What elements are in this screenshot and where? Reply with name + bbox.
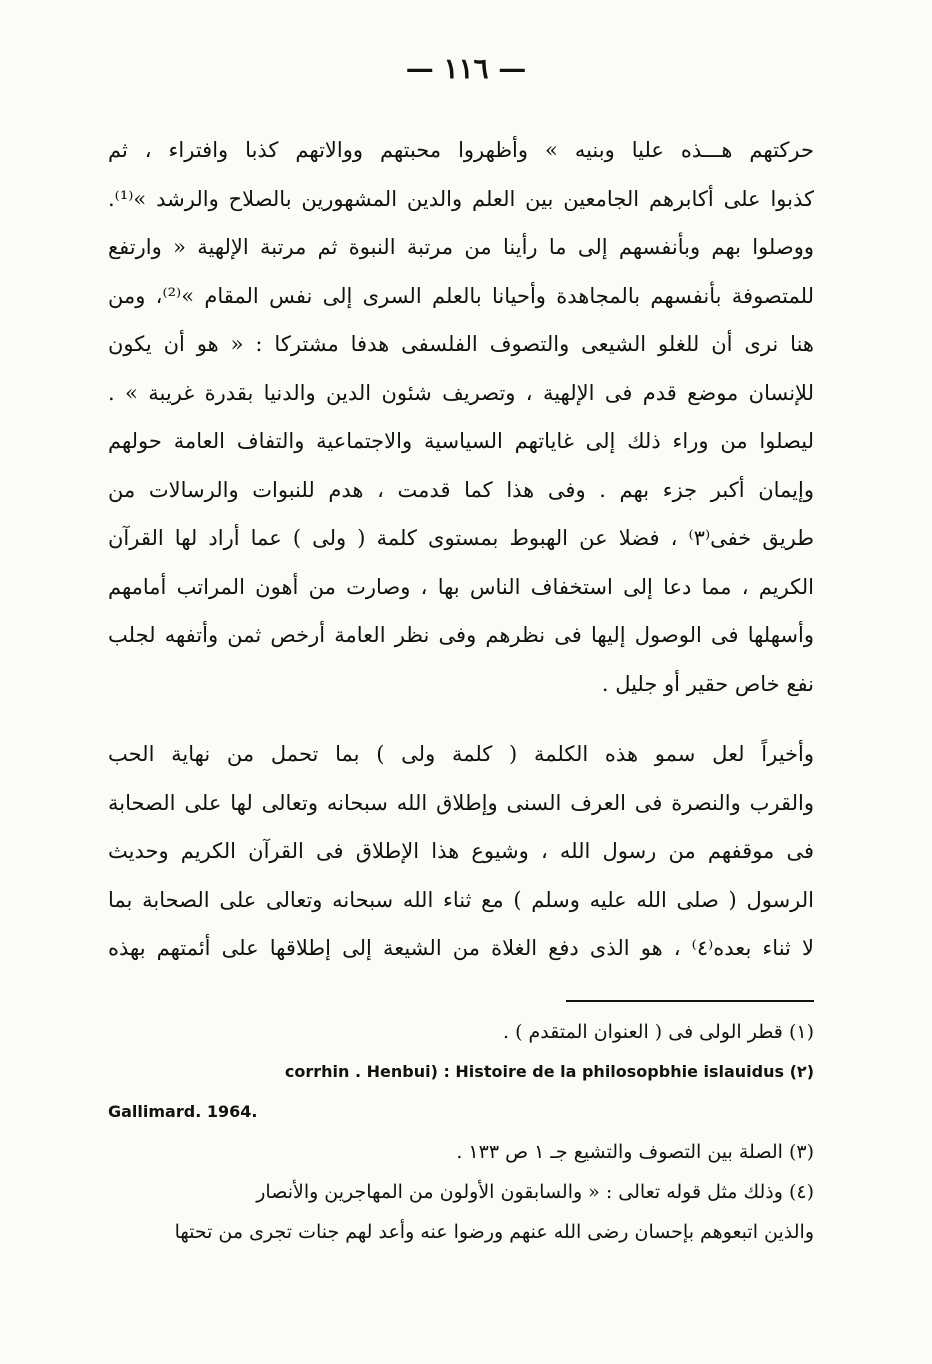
text-line: لا ثناء بعده⁽٤⁾ ، هو الذى دفع الغلاة من الشيعة إلى إطلاقها على أئمتهم بهذه [108, 936, 814, 960]
text-line: ووصلوا بهم وبأنفسهم إلى ما رأينا من مرتبة النبوة ثم مرتبة الإلهية « وارتفع [108, 235, 814, 259]
text-line: وأخيراً لعل سمو هذه الكلمة ( كلمة ولى ) بما تحمل من نهاية الحب [108, 742, 814, 766]
footnote-divider [566, 1000, 814, 1002]
footnote-text: قطر الولى فى ( العنوان المتقدم ) . [503, 1021, 783, 1043]
footnote-marker: (٣) [788, 1141, 814, 1163]
paragraph [108, 730, 814, 973]
text-line: للمتصوفة بأنفسهم بالمجاهدة وأحيانا بالعلم السرى إلى نفس المقام »⁽²⁾، ومن [108, 283, 814, 308]
text-line: الرسول ( صلى الله عليه وسلم ) مع ثناء الله سبحانه وتعالى على الصحابة بما [108, 887, 814, 912]
text-line: كذبوا على أكابرهم الجامعين بين العلم والدين المشهورين بالصلاح والرشد »⁽¹⁾. [108, 186, 814, 211]
paragraph [108, 126, 814, 708]
footnote-marker: (١) [788, 1021, 814, 1043]
paragraph-gap [108, 708, 814, 730]
footnote-continuation [108, 1092, 814, 1132]
text-line: طريق خفى⁽٣⁾ ، فضلا عن الهبوط بمستوى كلمة ( ولى ) عما أراد لها القرآن [108, 526, 814, 550]
footnote-text: corrhin . Henbui) : Histoire de la philosopbhie islauidus [284, 1062, 785, 1081]
footnote-text: Gallimard. 1964. [108, 1102, 258, 1121]
text-line: فى موقفهم من رسول الله ، وشيوع هذا الإطلاق فى القرآن الكريم وحديث [108, 839, 814, 863]
page-number: — ١١٦ — [405, 52, 527, 85]
footnote-marker: (٤) [788, 1181, 814, 1203]
footnote-continuation [108, 1212, 814, 1252]
footnote [108, 1012, 814, 1052]
text-line: وأسهلها فى الوصول إليها فى نظرهم وفى نظر العامة أرخص ثمن وأتفهه لجلب [108, 623, 814, 647]
text-line: هنا نرى أن للغلو الشيعى والتصوف الفلسفى هدفا مشتركا : « هو أن يكون [108, 332, 814, 356]
footnote [108, 1132, 814, 1172]
text-line: للإنسان موضع قدم فى الإلهية ، وتصريف شئون الدين والدنيا بقدرة غريبة » . [108, 380, 814, 405]
footnote [108, 1052, 814, 1092]
footnote-text: الصلة بين التصوف والتشيع جـ ١ ص ١٣٣ . [456, 1141, 783, 1163]
text-line: حركتهم هـــذه عليا وبنيه » وأظهروا محبتهم ووالاتهم كذبا وافتراء ، ثم [108, 138, 814, 162]
body-text [108, 126, 814, 973]
text-line: الكريم ، مما دعا إلى استخفاف الناس بها ، وصارت من أهون المراتب أمامهم [108, 574, 814, 599]
text-line: وإيمان أكبر جزء بهم . وفى هذا كما قدمت ، هدم للنبوات والرسالات من [108, 477, 814, 502]
text-line: نفع خاص حقير أو جليل . [601, 671, 814, 696]
footnote-text: وذلك مثل قوله تعالى : « والسابقون الأولون من المهاجرين والأنصار [256, 1181, 783, 1203]
footnote-text: والذين اتبعوهم بإحسان رضى الله عنهم ورضوا عنه وأعد لهم جنات تجرى من تحتها [174, 1221, 814, 1243]
footnotes [108, 1012, 814, 1252]
text-line: ليصلوا من وراء ذلك إلى غاياتهم السياسية والاجتماعية والتفاف العامة حولهم [108, 429, 814, 453]
footnote-marker: (٢) [789, 1062, 814, 1081]
footnote [108, 1172, 814, 1212]
text-line: والقرب والنصرة فى العرف السنى وإطلاق الله سبحانه وتعالى لها على الصحابة [108, 790, 814, 815]
